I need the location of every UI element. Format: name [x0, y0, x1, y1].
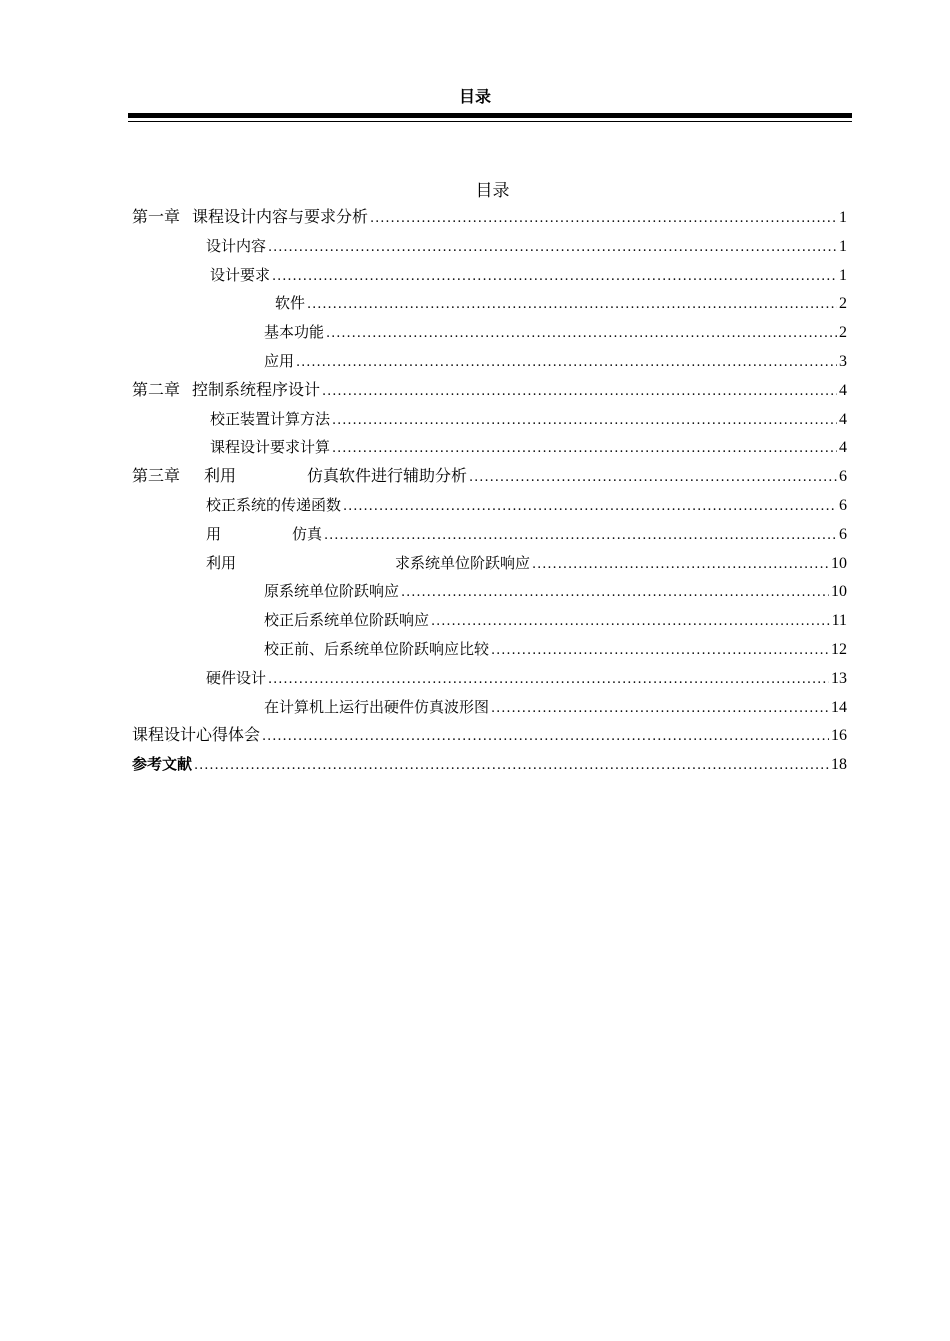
toc-entry[interactable]	[132, 693, 847, 722]
entry-label: 设计要求	[210, 265, 271, 284]
page-number: 18	[831, 756, 847, 774]
page-number: 1	[839, 266, 847, 284]
entry-label: 设计内容	[206, 236, 267, 255]
entry-label: 课程设计要求计算	[210, 438, 331, 457]
toc-entry[interactable]	[132, 405, 847, 434]
toc-entry[interactable]	[132, 491, 847, 520]
entry-label: 控制系统程序设计	[192, 379, 321, 399]
entry-label: 校正后系统单位阶跃响应	[264, 611, 430, 630]
toc-entry[interactable]	[132, 520, 847, 549]
page-number: 10	[831, 583, 847, 601]
page-number: 6	[839, 525, 847, 543]
leader-dots	[401, 579, 829, 608]
chapter-number: 第一章	[132, 207, 181, 226]
entry-label: 在计算机上运行出硬件仿真波形图	[264, 697, 490, 716]
toc-entry[interactable]	[132, 261, 847, 290]
table-of-contents	[132, 203, 847, 779]
page-number: 1	[839, 209, 847, 226]
toc-title: 目录	[475, 181, 510, 201]
page-number: 6	[839, 496, 847, 514]
leader-dots	[262, 723, 829, 752]
leader-dots	[194, 752, 829, 781]
page-number: 10	[831, 554, 847, 572]
entry-label-part: 利用	[204, 466, 237, 486]
page-number: 4	[839, 410, 847, 428]
toc-entry-chapter-1[interactable]	[132, 203, 847, 232]
page-number: 2	[839, 295, 847, 313]
entry-label: 基本功能	[264, 323, 325, 342]
entry-label-part: 求系统单位阶跃响应	[395, 553, 531, 572]
leader-dots	[272, 263, 837, 292]
page-number: 1	[839, 237, 847, 255]
entry-label-part: 利用	[206, 553, 237, 572]
toc-entry[interactable]	[132, 664, 847, 693]
entry-label: 软件	[275, 294, 306, 313]
toc-entry[interactable]	[132, 721, 847, 750]
leader-dots	[332, 407, 837, 436]
toc-entry-chapter-2[interactable]	[132, 376, 847, 405]
entry-label-part: 仿真	[292, 524, 323, 543]
chapter-number: 第三章	[132, 466, 181, 486]
page-number: 4	[839, 439, 847, 457]
entry-label: 硬件设计	[206, 668, 267, 687]
header-rule-thin	[128, 121, 852, 122]
leader-dots	[268, 666, 829, 695]
leader-dots	[491, 695, 829, 724]
entry-label: 校正装置计算方法	[210, 409, 331, 428]
leader-dots	[343, 493, 837, 522]
leader-dots	[322, 378, 837, 407]
chapter-number: 第二章	[132, 379, 181, 399]
entry-label: 参考文献	[132, 755, 193, 774]
leader-dots	[268, 234, 837, 263]
page-header-title: 目录	[458, 87, 491, 106]
entry-label: 课程设计心得体会	[132, 725, 261, 745]
page-number: 4	[839, 381, 847, 399]
toc-entry[interactable]	[132, 433, 847, 462]
page-number: 3	[839, 352, 847, 370]
leader-dots	[532, 551, 829, 580]
leader-dots	[326, 320, 837, 349]
toc-entry[interactable]	[132, 347, 847, 376]
toc-entry[interactable]	[132, 606, 847, 635]
leader-dots	[324, 522, 837, 551]
toc-entry[interactable]	[132, 232, 847, 261]
page-number: 16	[831, 727, 847, 745]
page-number: 11	[831, 612, 847, 630]
page-number: 12	[831, 640, 847, 658]
leader-dots	[469, 464, 837, 493]
leader-dots	[307, 291, 837, 320]
entry-label: 课程设计内容与要求分析	[192, 207, 369, 226]
toc-entry[interactable]	[132, 549, 847, 578]
entry-label: 校正前、后系统单位阶跃响应比较	[264, 639, 490, 658]
leader-dots	[370, 205, 837, 234]
header-rule	[128, 113, 852, 118]
entry-label: 原系统单位阶跃响应	[264, 582, 400, 601]
leader-dots	[332, 435, 837, 464]
entry-label-part: 用	[206, 524, 222, 543]
toc-entry[interactable]	[132, 318, 847, 347]
leader-dots	[491, 637, 829, 666]
entry-label: 校正系统的传递函数	[206, 495, 342, 514]
entry-label: 应用	[264, 351, 295, 370]
entry-label-part: 仿真软件进行辅助分析	[307, 466, 468, 486]
page-number: 6	[839, 468, 847, 486]
toc-entry[interactable]	[132, 750, 847, 779]
toc-entry[interactable]	[132, 635, 847, 664]
page-number: 13	[831, 669, 847, 687]
toc-entry[interactable]	[132, 289, 847, 318]
toc-entry[interactable]	[132, 577, 847, 606]
page-number: 2	[839, 324, 847, 342]
page-number: 14	[831, 698, 847, 716]
toc-entry-chapter-3[interactable]	[132, 462, 847, 491]
leader-dots	[296, 349, 837, 378]
leader-dots	[431, 608, 830, 637]
